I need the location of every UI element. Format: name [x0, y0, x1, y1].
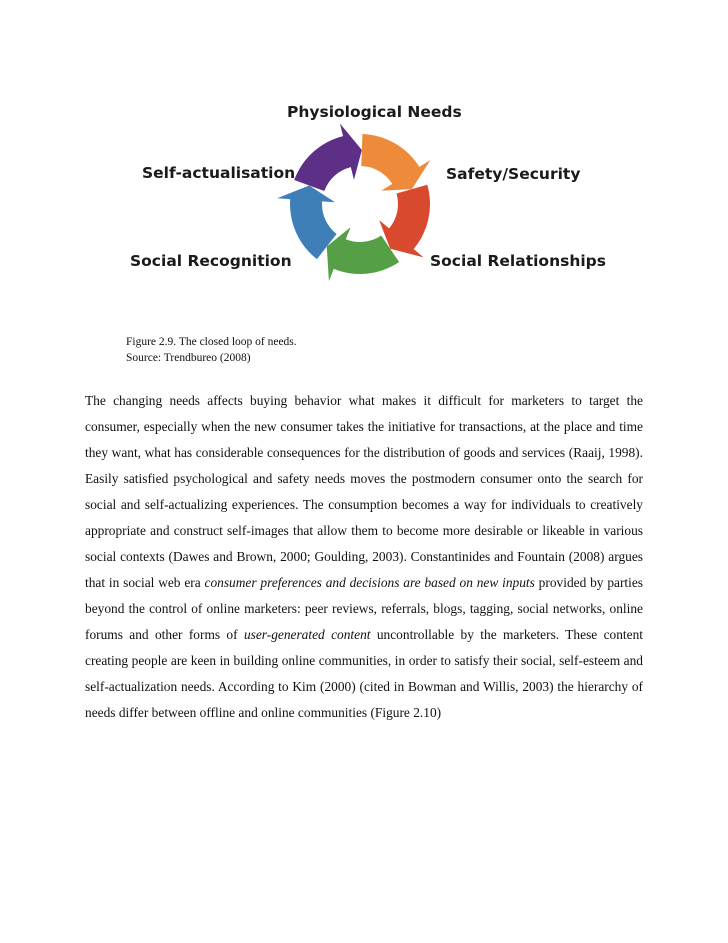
label-physiological-needs: Physiological Needs — [287, 103, 462, 121]
needs-loop-diagram — [120, 88, 610, 313]
label-social-relationships: Social Relationships — [430, 252, 607, 270]
paragraph-emphasis-1: consumer preferences and decisions are based on new inputs — [204, 575, 535, 590]
arrow-physiological — [361, 134, 430, 191]
label-safety-security: Safety/Security — [446, 165, 581, 183]
label-social-recognition: Social Recognition — [130, 252, 292, 270]
needs-loop-figure — [120, 88, 610, 313]
body-paragraph — [85, 388, 643, 726]
paragraph-part-3: uncontrollable by the marketers. These content creating people are keen in building online communities, in order to satisfy their social, self-esteem and self-actualization needs. According to Kim (2000) (cited in Bowman and Willis, 2003) the hierarchy of needs differ between offline and online communities (Figure 2.10) — [85, 627, 643, 720]
figure-source: Source: Trendbureo (2008) — [126, 352, 251, 364]
paragraph-part-2: provided by parties beyond the control of online marketers: peer reviews, referrals, blogs, tagging, social networks, online forums and other forms of — [85, 575, 644, 642]
paragraph-emphasis-2: user-generated content — [243, 627, 371, 642]
arrow-actualisation — [294, 123, 362, 191]
paragraph-part-1: The changing needs affects buying behavior what makes it difficult for marketers to target the consumer, especially when the new consumer takes the initiative for transactions, at the place and time they want, what has considerable consequences for the distribution of goods and services (Raaij, 1998). Easily satisfied psychological and safety needs moves the postmodern consumer onto the search for social and self-actualizing experiences. The consumption becomes a way for individuals to creatively appropriate and construct self-images that allow them to become more desirable or likeable in various social contexts (Dawes and Brown, 2000; Goulding, 2003). Constantinides and Fountain (2008) argues that in social web era — [85, 393, 643, 590]
label-self-actualisation: Self-actualisation — [142, 164, 296, 182]
figure-caption: Figure 2.9. The closed loop of needs. — [126, 336, 297, 348]
